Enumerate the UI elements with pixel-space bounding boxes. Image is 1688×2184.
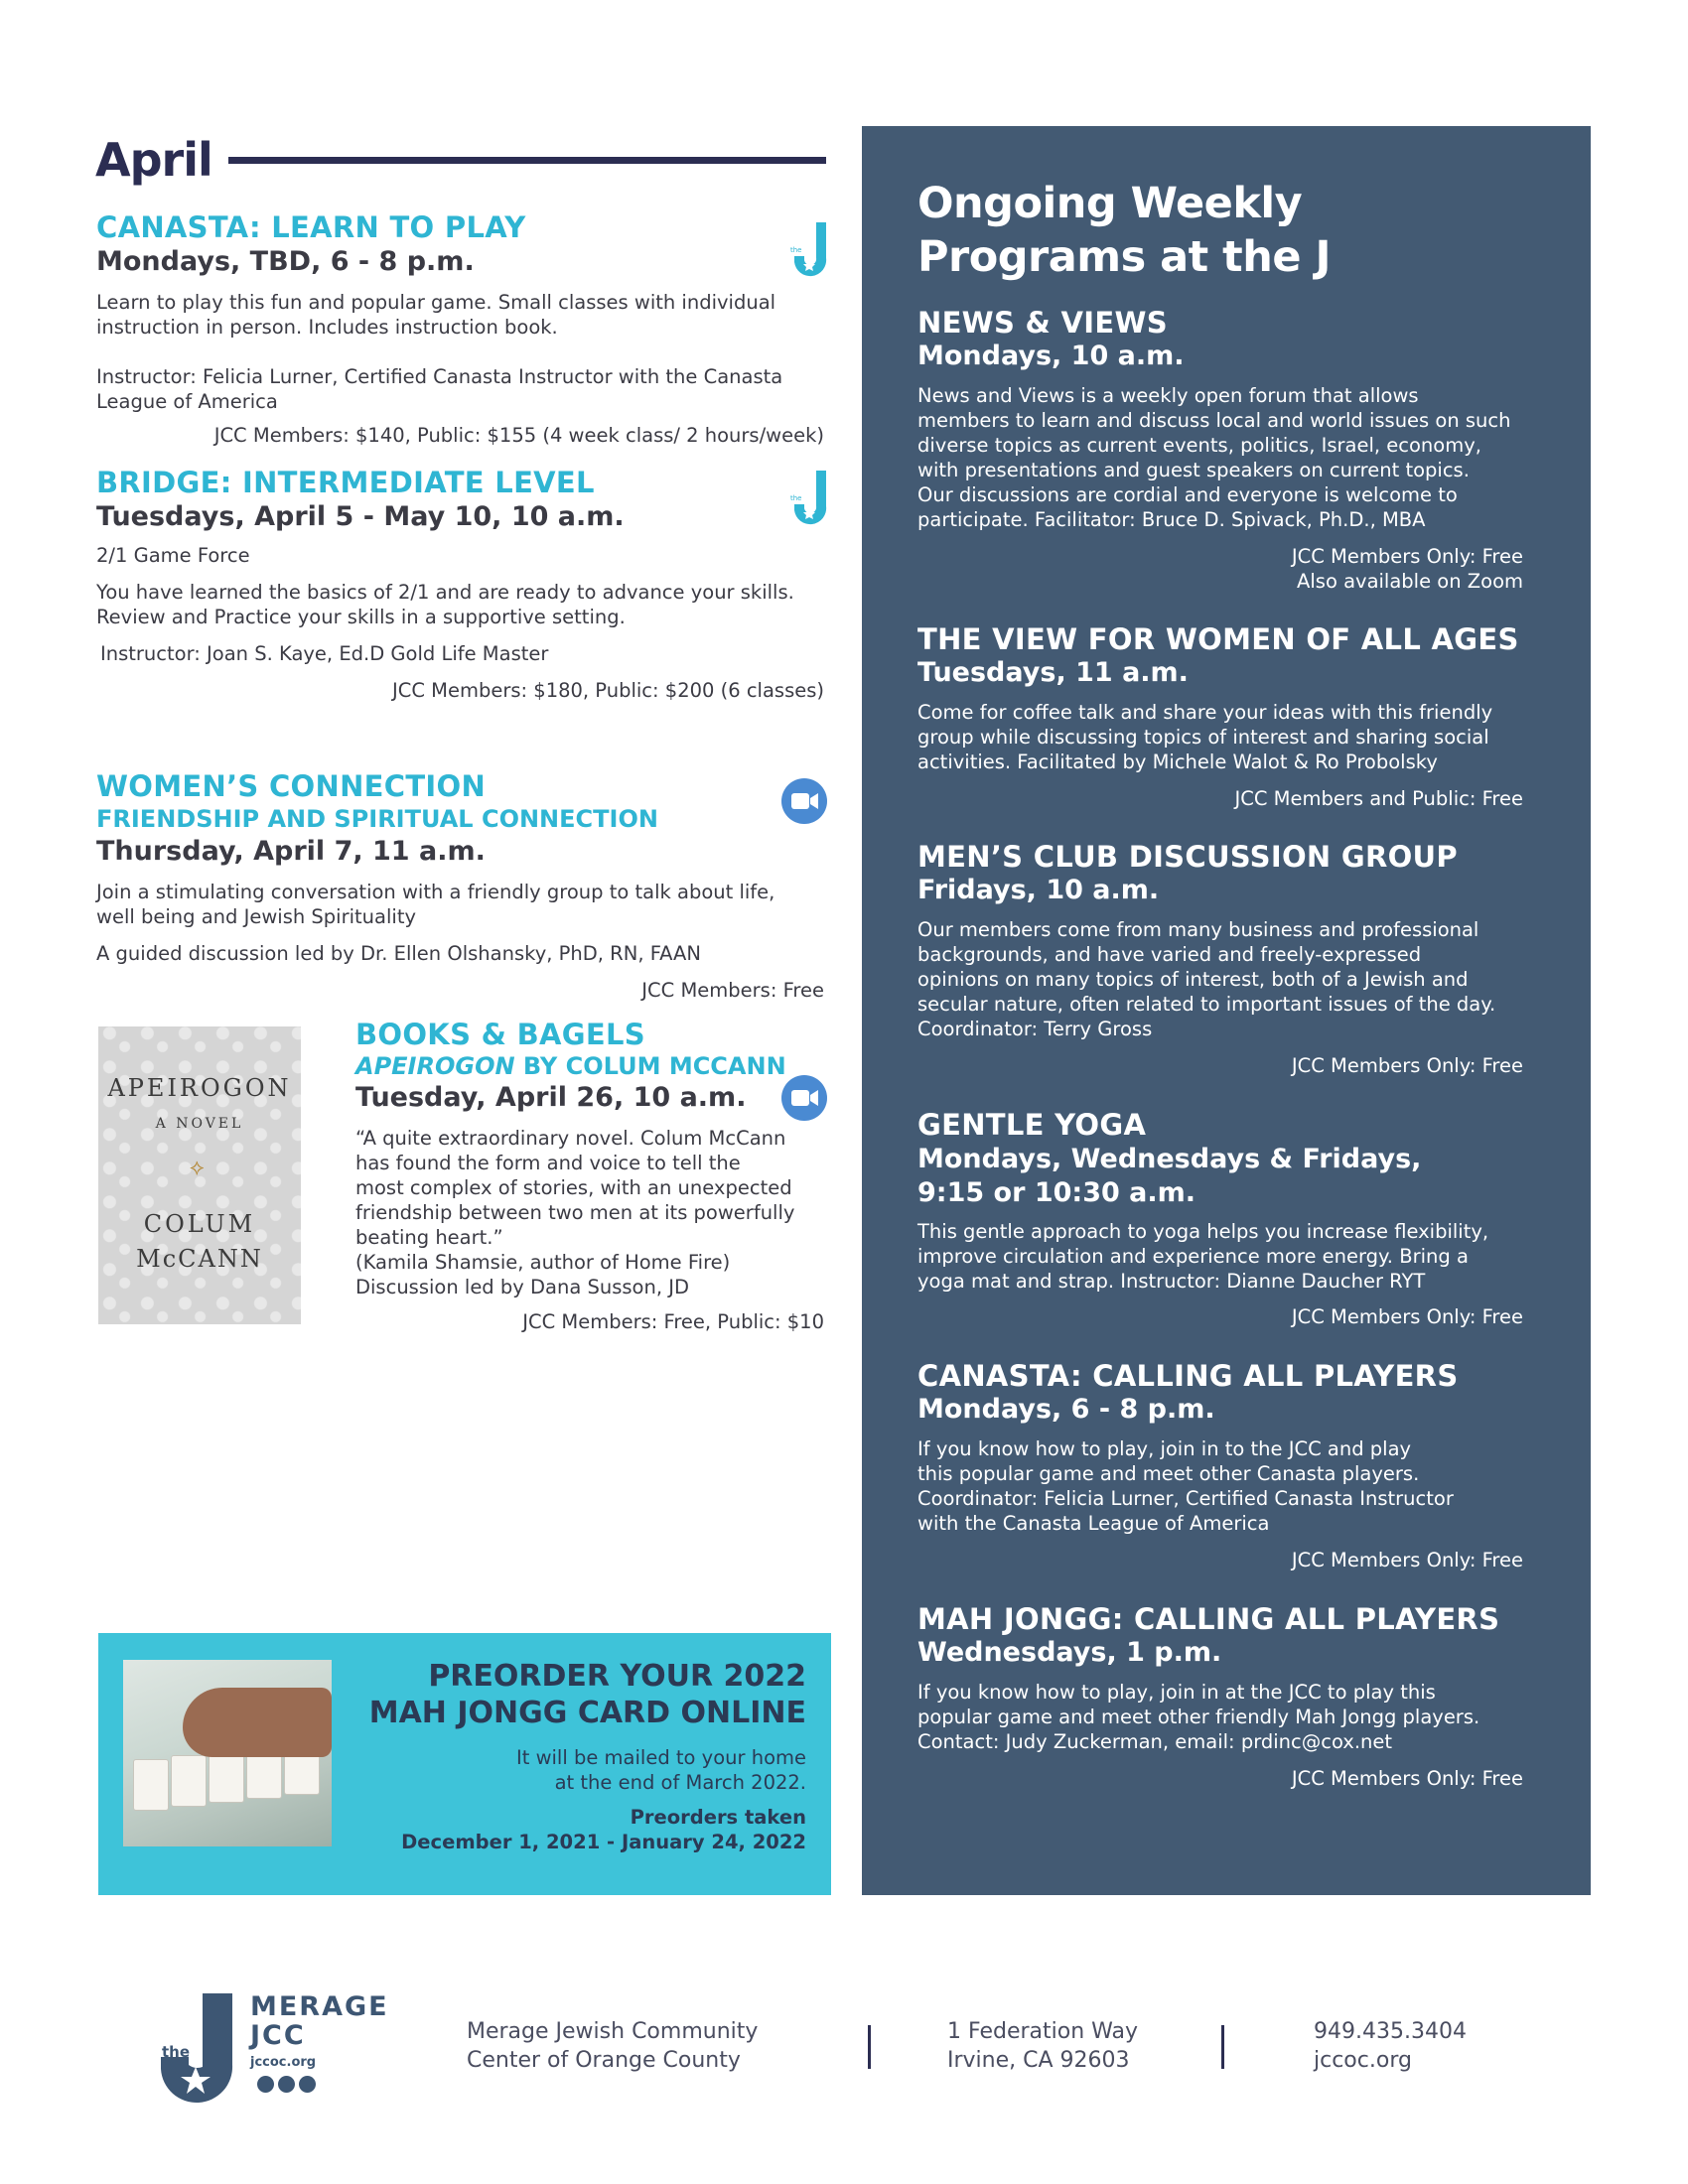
event-date: Thursday, April 7, 11 a.m. [96,836,486,867]
program-description: This gentle approach to yoga helps you increase flexibility, improve circulation and experience more energy. Bring a yoga mat and strap. Instructor: Dianne Daucher RYT [917,1220,1489,1293]
program-price: JCC Members Only: Free [1291,1767,1523,1790]
program-date: Mondays, Wednesdays & Fridays, 9:15 or 10:30 a.m. [917,1144,1422,1208]
footer-divider [868,2025,871,2069]
program-price: JCC Members and Public: Free [1234,787,1523,810]
program-description: Come for coffee talk and share your ideas with this friendly group while discussing topics of interest and sharing social activities. Facilitated by Michele Walot & Ro Probolsky [917,701,1493,773]
promo-title: PREORDER YOUR 2022 MAH JONGG CARD ONLINE [368,1659,806,1730]
footer-website-link[interactable]: jccoc.org [1314,2048,1412,2073]
program-date: Fridays, 10 a.m. [917,875,1160,905]
event-price: JCC Members: $180, Public: $200 (6 classes) [391,679,824,702]
program-title: CANASTA: CALLING ALL PLAYERS [917,1359,1459,1393]
program-title: MAH JONGG: CALLING ALL PLAYERS [917,1602,1500,1636]
event-date: Mondays, TBD, 6 - 8 p.m. [96,246,475,277]
zoom-icon[interactable] [781,778,827,824]
event-instructor: Instructor: Felicia Lurner, Certified Canasta Instructor with the Canasta League of America [96,365,783,413]
event-title: BRIDGE: INTERMEDIATE LEVEL [96,466,595,499]
event-instructor: Instructor: Joan S. Kaye, Ed.D Gold Life Master [100,642,549,665]
event-subtitle: FRIENDSHIP AND SPIRITUAL CONNECTION [96,805,658,833]
program-title: GENTLE YOGA [917,1108,1147,1142]
program-title: NEWS & VIEWS [917,306,1168,340]
event-title: WOMEN’S CONNECTION [96,769,487,803]
footer-phone: 949.435.3404 [1314,2019,1467,2044]
event-date: Tuesday, April 26, 10 a.m. [355,1082,747,1113]
jcc-logo-icon [790,471,830,526]
program-price: JCC Members Only: Free Also available on Zoom [1291,545,1523,593]
program-date: Mondays, 6 - 8 p.m. [917,1394,1215,1425]
program-description: If you know how to play, join in to the JCC and play this popular game and meet other Canasta players. Coordinator: Felicia Lurner, Certified Canasta Instructor with the Canasta League of America [917,1437,1454,1535]
jcc-logo[interactable]: the MERAGE JCC jccoc.org [159,1993,402,2113]
panel-title: Ongoing Weekly Programs at the J [917,179,1331,282]
program-title: MEN’S CLUB DISCUSSION GROUP [917,840,1458,874]
event-title: BOOKS & BAGELS [355,1018,645,1051]
instagram-icon [278,2076,295,2093]
footer-address: 1 Federation Way Irvine, CA 92603 [947,2019,1138,2073]
event-note: 2/1 Game Force [96,544,250,567]
jcc-logo-icon [790,222,830,278]
svg-text:the: the [790,494,802,502]
event-price: JCC Members: Free, Public: $10 [522,1310,824,1333]
program-date: Tuesdays, 11 a.m. [917,657,1189,688]
event-title: CANASTA: LEARN TO PLAY [96,210,526,244]
program-price: JCC Members Only: Free [1291,1549,1523,1571]
book-cover-image: APEIROGON A NOVEL ⟡ COLUM McCANN [98,1026,301,1324]
event-price: JCC Members: $140, Public: $155 (4 week class/ 2 hours/week) [213,424,824,447]
event-description: Join a stimulating conversation with a friendly group to talk about life, well being and Jewish Spirituality [96,881,775,928]
month-divider [228,157,826,164]
mahjongg-tiles-photo [123,1660,332,1846]
event-description: You have learned the basics of 2/1 and are ready to advance your skills. Review and Practice your skills in a supportive setting. [96,581,794,628]
program-price: JCC Members Only: Free [1291,1305,1523,1328]
program-description: News and Views is a weekly open forum that allows members to learn and discuss local and world issues on such diverse topics as current events, politics, Israel, economy, with presentations and guest speakers on current topics. Our discussions are cordial and everyone is welcome to participate. Facilitator: Bruce D. Spivack, Ph.D., MBA [917,384,1511,531]
event-subtitle: APEIROGON BY COLUM MCCANN [355,1052,786,1080]
program-date: Mondays, 10 a.m. [917,341,1185,371]
program-title: THE VIEW FOR WOMEN OF ALL AGES [917,622,1519,656]
footer-divider [1221,2025,1224,2069]
bird-icon: ⟡ [190,1156,205,1180]
event-instructor: A guided discussion led by Dr. Ellen Olshansky, PhD, RN, FAAN [96,942,701,965]
program-price: JCC Members Only: Free [1291,1054,1523,1077]
footer-contact [1314,2017,1467,2075]
program-description: Our members come from many business and professional backgrounds, and have varied and freely-expressed opinions on many topics of interest, both of a Jewish and secular nature, often related to important issues of the day. Coordinator: Terry Gross [917,918,1496,1040]
svg-text:the: the [790,246,802,254]
program-description: If you know how to play, join in at the JCC to play this popular game and meet other friendly Mah Jongg players. Contact: Judy Zuckerman, email: prdinc@cox.net [917,1681,1480,1753]
event-description: Learn to play this fun and popular game. Small classes with individual instruction in person. Includes instruction book. [96,291,776,339]
program-date: Wednesdays, 1 p.m. [917,1637,1222,1668]
promo-text: It will be mailed to your home at the end of March 2022. [515,1746,806,1794]
event-description: “A quite extraordinary novel. Colum McCann has found the form and voice to tell the most complex of stories, with an unexpected friendship between two men at its powerfully beating heart.” (Kamila Shamsie, author of Home Fire) Discussion led by Dana Susson, JD [355,1127,795,1298]
youtube-icon [299,2076,316,2093]
footer-org-name: Merage Jewish Community Center of Orange County [467,2019,759,2073]
promo-dates: Preorders taken December 1, 2021 - January 24, 2022 [401,1806,806,1853]
facebook-icon [257,2076,274,2093]
event-price: JCC Members: Free [641,979,824,1002]
month-heading: April [95,133,212,187]
event-date: Tuesdays, April 5 - May 10, 10 a.m. [96,501,625,532]
zoom-icon[interactable] [781,1075,827,1121]
